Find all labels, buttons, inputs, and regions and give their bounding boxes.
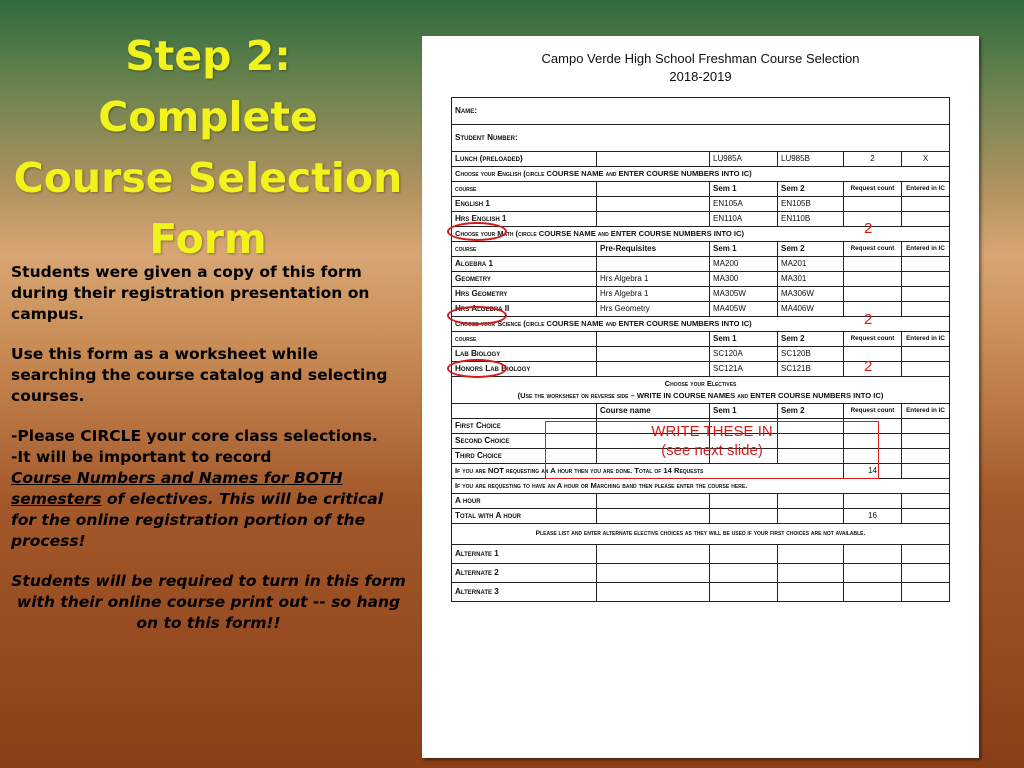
- cell: [597, 545, 710, 564]
- paragraph-registration: Students were given a copy of this form during their registration presentation on campus.: [11, 263, 370, 323]
- cell: [597, 362, 710, 377]
- col-header: Sem 1: [710, 242, 778, 257]
- col-header: Pre-Requisites: [597, 242, 710, 257]
- cell: [902, 449, 950, 464]
- cell: [844, 494, 902, 509]
- cell: A hour: [452, 494, 597, 509]
- col-header: Sem 1: [710, 332, 778, 347]
- cell: [778, 545, 844, 564]
- cell: [902, 464, 950, 479]
- title-line: Step 2:: [125, 32, 291, 80]
- not-a-hour-total: 14: [844, 464, 902, 479]
- cell: EN110B: [778, 212, 844, 227]
- col-header: Course name: [597, 404, 710, 419]
- cell: EN105A: [710, 197, 778, 212]
- cell: MA301: [778, 272, 844, 287]
- cell: [844, 272, 902, 287]
- title-line: Form: [149, 215, 267, 263]
- name-label: Name:: [452, 98, 950, 125]
- cell: 2: [844, 152, 902, 167]
- cell: [778, 564, 844, 583]
- request-count-mark: 2: [864, 358, 873, 375]
- cell: Lab Biology: [452, 347, 597, 362]
- form-school-title: Campo Verde High School Freshman Course Selection: [541, 51, 860, 66]
- cell: [710, 509, 778, 524]
- cell: Alternate 3: [452, 583, 597, 602]
- cell: [902, 302, 950, 317]
- cell: SC120A: [710, 347, 778, 362]
- electives-instruction: (Use the worksheet on reverse side – WRITE IN COURSE NAMES and ENTER COURSE NUMBERS INTO IC): [517, 391, 884, 400]
- cell: [844, 545, 902, 564]
- cell: Hrs Algebra 1: [597, 287, 710, 302]
- col-header: Request count: [844, 182, 902, 197]
- cell: [778, 509, 844, 524]
- table-row: [452, 494, 950, 509]
- table-row: [452, 302, 950, 317]
- table-row: [452, 347, 950, 362]
- table-row: [452, 479, 950, 494]
- cell: [597, 583, 710, 602]
- col-header: [452, 404, 597, 419]
- selection-circle-science: [447, 359, 507, 378]
- cell: MA200: [710, 257, 778, 272]
- cell: [902, 257, 950, 272]
- col-header: Entered in IC: [902, 404, 950, 419]
- table-row: [452, 167, 950, 182]
- cell: MA405W: [710, 302, 778, 317]
- cell: [902, 545, 950, 564]
- col-header: Sem 1: [710, 182, 778, 197]
- electives-header: [452, 377, 950, 404]
- cell: [597, 212, 710, 227]
- title-line: Complete: [98, 93, 318, 141]
- col-header: Entered in IC: [902, 182, 950, 197]
- cell: [902, 564, 950, 583]
- table-row: [452, 377, 950, 404]
- cell: [902, 434, 950, 449]
- science-header: Choose your Science (circle COURSE NAME and ENTER COURSE NUMBERS INTO IC): [452, 317, 950, 332]
- table-row: [452, 182, 950, 197]
- cell: [902, 583, 950, 602]
- cell: SC121A: [710, 362, 778, 377]
- table-row: [452, 564, 950, 583]
- table-row: [452, 197, 950, 212]
- col-header: Entered in IC: [902, 242, 950, 257]
- cell: MA300: [710, 272, 778, 287]
- col-header: [597, 182, 710, 197]
- cell: MA201: [778, 257, 844, 272]
- cell: [902, 212, 950, 227]
- cell: [597, 347, 710, 362]
- table-row: [452, 332, 950, 347]
- cell: Alternate 1: [452, 545, 597, 564]
- table-row: [452, 227, 950, 242]
- form-title: [422, 50, 979, 86]
- cell: [844, 287, 902, 302]
- cell: MA406W: [778, 302, 844, 317]
- cell: MA306W: [778, 287, 844, 302]
- cell: English 1: [452, 197, 597, 212]
- cell: SC120B: [778, 347, 844, 362]
- table-row: [452, 545, 950, 564]
- student-number-label: Student Number:: [452, 125, 950, 152]
- cell: [710, 583, 778, 602]
- cell: Hrs Geometry: [452, 287, 597, 302]
- cell: [844, 212, 902, 227]
- cell: First Choice: [452, 419, 597, 434]
- col-header: Request count: [844, 404, 902, 419]
- cell: Hrs Algebra 1: [597, 272, 710, 287]
- electives-title: Choose your Electives: [664, 379, 737, 388]
- cell: [902, 347, 950, 362]
- col-header: Sem 2: [778, 404, 844, 419]
- cell: [902, 509, 950, 524]
- cell: Honors Lab Biology: [452, 362, 597, 377]
- cell: [597, 509, 710, 524]
- cell: [902, 197, 950, 212]
- col-header: Sem 2: [778, 182, 844, 197]
- col-header: Request count: [844, 242, 902, 257]
- paragraph-record: -It will be important to record: [11, 448, 272, 466]
- paragraph-electives: [11, 468, 406, 552]
- col-header: course: [452, 182, 597, 197]
- cell: SC121B: [778, 362, 844, 377]
- table-row: [452, 98, 950, 125]
- a-hour-instruction: If you are requesting to have an A hour or Marching band then please enter the course here.: [452, 479, 950, 494]
- cell: [902, 272, 950, 287]
- cell: Lunch (preloaded): [452, 152, 597, 167]
- not-a-hour-label: If you are NOT requesting an A hour then you are done. Total of 14 Requests: [452, 464, 844, 479]
- cell: Hrs Geometry: [597, 302, 710, 317]
- cell: Second Choice: [452, 434, 597, 449]
- table-row: [452, 257, 950, 272]
- col-header: [597, 332, 710, 347]
- request-count-mark: 2: [864, 220, 873, 237]
- paragraph-worksheet: Use this form as a worksheet while searching the course catalog and selecting courses.: [11, 345, 388, 405]
- english-header: Choose your English (circle COURSE NAME and ENTER COURSE NUMBERS INTO IC): [452, 167, 950, 182]
- col-header: Sem 2: [778, 242, 844, 257]
- col-header: Request count: [844, 332, 902, 347]
- cell: Hrs English 1: [452, 212, 597, 227]
- cell: [710, 494, 778, 509]
- col-header: Entered in IC: [902, 332, 950, 347]
- cell: [597, 152, 710, 167]
- table-row: [452, 404, 950, 419]
- selection-circle-math: [447, 306, 507, 325]
- cell: [844, 197, 902, 212]
- cell: [844, 362, 902, 377]
- cell: [902, 419, 950, 434]
- selection-circle-english: [447, 222, 507, 241]
- cell: EN110A: [710, 212, 778, 227]
- cell: [902, 287, 950, 302]
- col-header: course: [452, 242, 597, 257]
- cell: [902, 494, 950, 509]
- electives-emphasis: Course Numbers and Names for BOTH semesters: [11, 469, 343, 508]
- title-line: Course Selection: [13, 154, 403, 202]
- cell: [597, 564, 710, 583]
- request-count-mark: 2: [864, 311, 873, 328]
- cell: [597, 257, 710, 272]
- cell: [844, 583, 902, 602]
- table-row: [452, 287, 950, 302]
- slide-title: [0, 26, 416, 270]
- cell: [778, 494, 844, 509]
- cell: Hrs Algebra II: [452, 302, 597, 317]
- cell: EN105B: [778, 197, 844, 212]
- table-row: [452, 212, 950, 227]
- paragraph-turn-in: Students will be required to turn in this form with their online course print out -- so hang on to this form!!: [11, 572, 406, 632]
- paragraph-circle: -Please CIRCLE your core class selections.: [11, 427, 378, 445]
- cell: Algebra 1: [452, 257, 597, 272]
- form-table: [451, 97, 950, 602]
- table-row: [452, 583, 950, 602]
- table-row: [452, 317, 950, 332]
- cell: [844, 564, 902, 583]
- col-header: course: [452, 332, 597, 347]
- electives-rest: of electives. This will be critical for the online registration portion of the process!: [11, 490, 384, 550]
- cell: X: [902, 152, 950, 167]
- write-these-in-note: [545, 421, 879, 479]
- cell: [710, 564, 778, 583]
- cell: [844, 302, 902, 317]
- cell: [844, 347, 902, 362]
- cell: Total with A hour: [452, 509, 597, 524]
- total-a-value: 16: [844, 509, 902, 524]
- cell: MA305W: [710, 287, 778, 302]
- cell: Geometry: [452, 272, 597, 287]
- cell: LU985A: [710, 152, 778, 167]
- slide-body: [11, 262, 406, 634]
- cell: [597, 197, 710, 212]
- col-header: Sem 1: [710, 404, 778, 419]
- cell: [902, 362, 950, 377]
- math-header: Choose your Math (circle COURSE NAME and ENTER COURSE NUMBERS INTO IC): [452, 227, 950, 242]
- cell: [710, 545, 778, 564]
- write-note-line1: WRITE THESE IN: [651, 423, 773, 440]
- table-row: [452, 242, 950, 257]
- form-year: 2018-2019: [669, 69, 732, 84]
- cell: LU985B: [778, 152, 844, 167]
- table-row: [452, 125, 950, 152]
- cell: [597, 494, 710, 509]
- cell: Alternate 2: [452, 564, 597, 583]
- cell: Third Choice: [452, 449, 597, 464]
- cell: [778, 583, 844, 602]
- table-row: [452, 272, 950, 287]
- table-row: [452, 509, 950, 524]
- course-selection-form: [422, 36, 979, 758]
- table-row: [452, 362, 950, 377]
- table-row: [452, 524, 950, 545]
- col-header: Sem 2: [778, 332, 844, 347]
- write-note-line2: (see next slide): [661, 442, 763, 459]
- table-row: [452, 152, 950, 167]
- alternate-instruction: Please list and enter alternate elective choices as they will be used if your first choices are not available.: [452, 524, 950, 545]
- cell: [844, 257, 902, 272]
